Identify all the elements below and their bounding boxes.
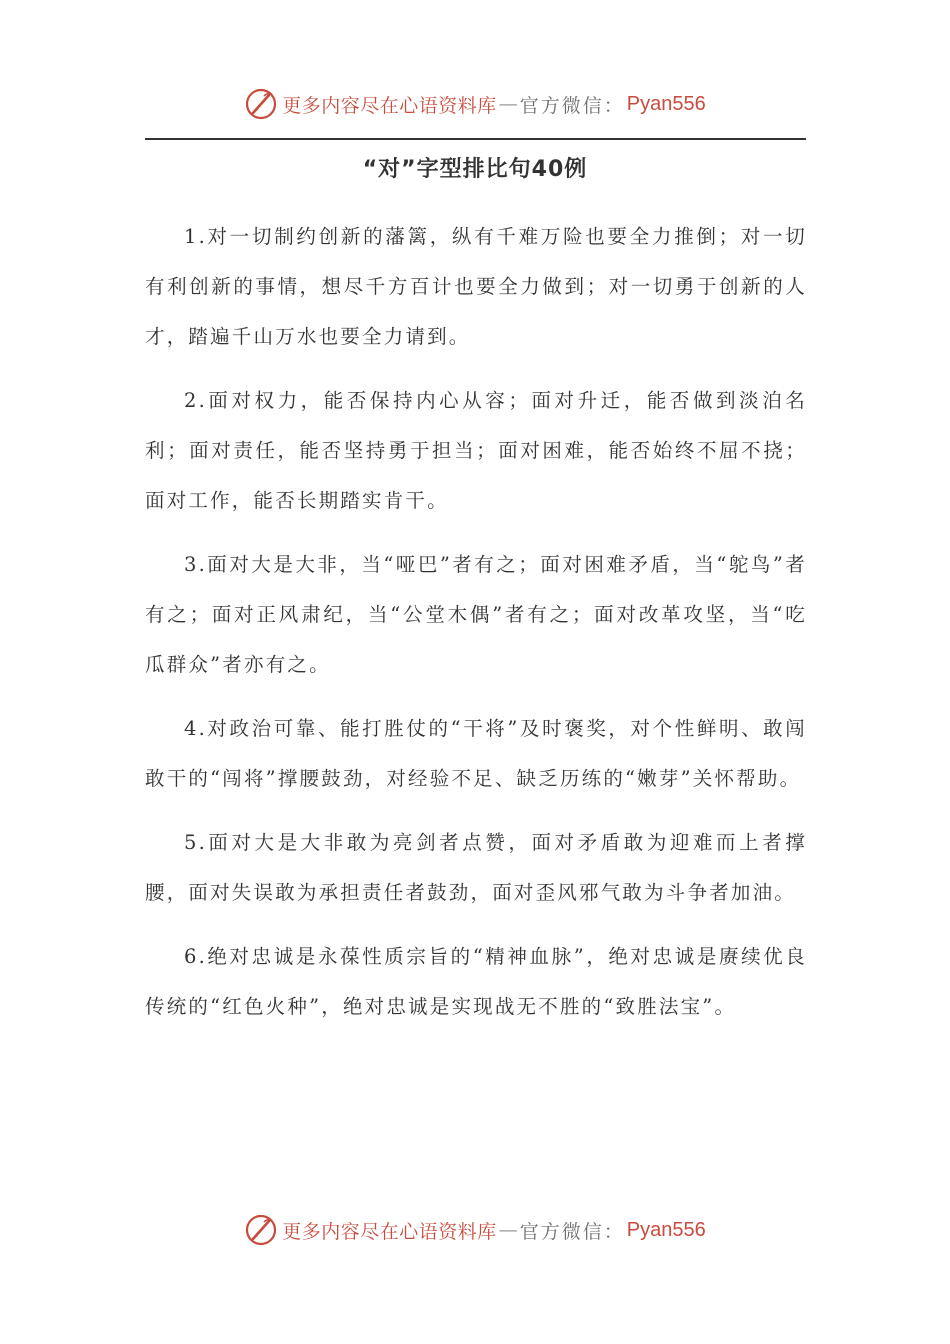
wechat-label: 官方微信：: [519, 94, 625, 117]
wechat-id: Pyan556: [626, 1218, 706, 1241]
promo-text: 更多内容尽在心语资料库: [282, 1220, 497, 1243]
pen-logo-icon: [244, 87, 278, 121]
paragraph: 4.对政治可靠、能打胜仗的“干将”及时褒奖，对个性鲜明、敢闯敢干的“闯将”撑腰鼓劲，对经验不足、缺乏历练的“嫩芽”关怀帮助。: [145, 717, 807, 790]
banner-dash: —: [498, 1219, 518, 1241]
wechat-id: Pyan556: [626, 92, 706, 115]
paragraph: 3.面对大是大非，当“哑巴”者有之；面对困难矛盾，当“鸵鸟”者有之；面对正风肃纪，当“公堂木偶”者有之；面对改革攻坚，当“吃瓜群众”者亦有之。: [145, 553, 807, 676]
article-body: [145, 212, 807, 1046]
wechat-label: 官方微信：: [519, 1220, 625, 1243]
pen-logo-icon: [244, 1213, 278, 1247]
header-banner: [0, 84, 950, 124]
paragraph: 6.绝对忠诚是永葆性质宗旨的“精神血脉”，绝对忠诚是赓续优良传统的“红色火种”，绝对忠诚是实现战无不胜的“致胜法宝”。: [145, 945, 807, 1018]
page-title: “对”字型排比句40例: [362, 157, 588, 182]
paragraph: 1.对一切制约创新的藩篱，纵有千难万险也要全力推倒；对一切有利创新的事情，想尽千方百计也要全力做到；对一切勇于创新的人才，踏遍千山万水也要全力请到。: [145, 225, 807, 348]
promo-text: 更多内容尽在心语资料库: [282, 94, 497, 117]
footer-banner: [0, 1210, 950, 1250]
banner-dash: —: [498, 93, 518, 115]
header-divider: [145, 138, 806, 140]
paragraph: 5.面对大是大非敢为亮剑者点赞，面对矛盾敢为迎难而上者撑腰，面对失误敢为承担责任者鼓劲，面对歪风邪气敢为斗争者加油。: [145, 831, 807, 904]
paragraph: 2.面对权力，能否保持内心从容；面对升迁，能否做到淡泊名利；面对责任，能否坚持勇于担当；面对困难，能否始终不屈不挠；面对工作，能否长期踏实肯干。: [145, 389, 807, 512]
